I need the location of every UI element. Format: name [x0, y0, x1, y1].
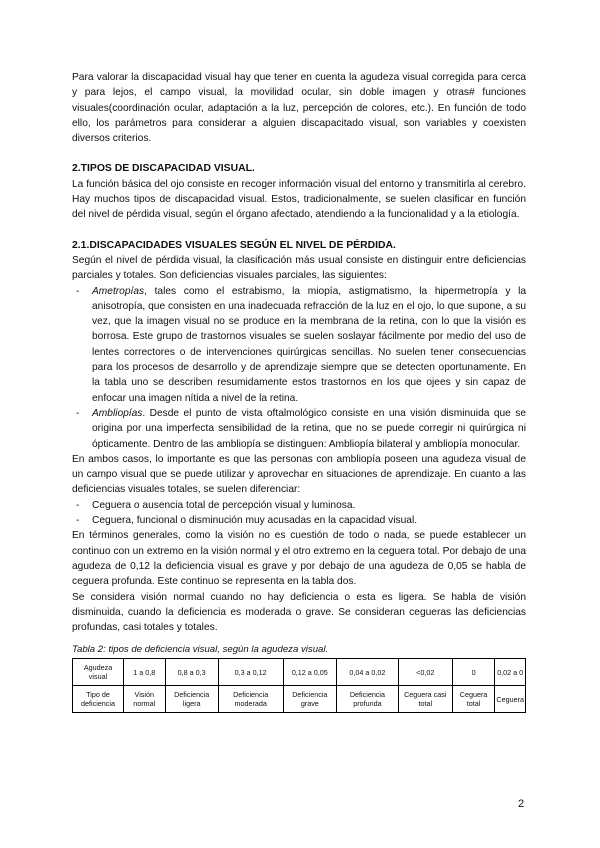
- table-caption: Tabla 2: tipos de deficiencia visual, según la agudeza visual.: [72, 644, 329, 656]
- table-cell: Deficiencia profunda: [337, 686, 399, 713]
- list-item-ametropias: [72, 284, 526, 406]
- table-cell: Deficiencia grave: [283, 686, 337, 713]
- table-cell: 0,02 a 0: [495, 659, 526, 686]
- section-2-paragraph: La función básica del ojo consiste en recoger información visual del entorno y transmitirla al cerebro. Hay muchos tipos de discapacidad visual. Estos, tradicionalmente, se suelen clasificar en función del nivel de pérdida visual, según el órgano afectado, atendiendo a la funcionalidad y a la etiología.: [72, 178, 526, 221]
- total-deficiencies-list: [72, 498, 526, 529]
- table-cell: Ceguera total: [452, 686, 495, 713]
- terminos-paragraph: En términos generales, como la visión no es cuestión de todo o nada, se puede establecer un continuo con un extremo en la visión normal y el otro extremo en la ceguera total. Por debajo de una agudeza de 0,12 la deficiencia visual es grave y por debajo de una agudeza de 0,05 se habla de ceguera profunda. Este continuo se representa en la tabla dos.: [72, 530, 526, 588]
- normal-vision-paragraph: Se considera visión normal cuando no hay deficiencia o esta es ligera. Se habla de visión disminuida, cuando la deficiencia es moderada o grave. Se consideran cegueras las deficiencias profundas, casi totales y totales.: [72, 591, 526, 634]
- table-cell: 0,3 a 0,12: [218, 659, 283, 686]
- table-cell: Tipo de deficiencia: [73, 686, 124, 713]
- table-cell: Agudeza visual: [73, 659, 124, 686]
- table-cell: 0: [452, 659, 495, 686]
- term-ambliopias: Ambliopías: [92, 407, 143, 419]
- table-cell: Deficiencia moderada: [218, 686, 283, 713]
- table-cell: <0,02: [398, 659, 452, 686]
- page-number: 2: [518, 798, 525, 810]
- term-ametropias: Ametropías: [92, 285, 145, 297]
- table-cell: Visión normal: [124, 686, 166, 713]
- spacer: [72, 146, 526, 161]
- table-cell: 0,04 a 0,02: [337, 659, 399, 686]
- table-row-acuity: [73, 659, 526, 686]
- ambliopias-description: . Desde el punto de vista oftalmológico consiste en una visión disminuida que se origina por una imperfecta sensibilidad de la retina, que no se puede corregir ni quirúrgica ni ópticamente. Dentro de las ambliopía se distinguen: Ambliopía bilateral y ambliopía monocular.: [92, 407, 526, 450]
- list-item-ambliopias: [72, 406, 526, 452]
- ametropias-description: , tales como el estrabismo, la miopía, astigmatismo, la hipermetropía y la anisotropía, que consisten en una inadecuada refracción de la luz en el ojo, lo que supone, a su vez, que la imagen visual no se produce en la membrana de la retina, con lo que la visión es borrosa. Este grupo de trastornos visuales se suelen soslayar fácilmente por medio del uso de lentes correctores o de intervenciones quirúrgicas sencillas. No suelen tener consecuencias para los procesos de desarrollo y de aprendizaje siempre que se detecten oportunamente. En la tabla uno se describen resumidamente estos trastornos en los que ojees y sin capaz de enfocar una imagen nítida a nivel de la retina.: [92, 285, 526, 404]
- table-cell: 0,8 a 0,3: [165, 659, 218, 686]
- spacer: [72, 223, 526, 238]
- visual-deficiency-table: [72, 658, 526, 713]
- table-cell: 1 a 0,8: [124, 659, 166, 686]
- table-cell: 0,12 a 0,05: [283, 659, 337, 686]
- partial-deficiencies-list: [72, 284, 526, 452]
- list-item: - Ceguera, funcional o disminución muy acusadas en la capacidad visual.: [72, 513, 526, 528]
- ambos-paragraph: En ambos casos, lo importante es que las personas con ambliopía poseen una agudeza visual de un campo visual que se puede utilizar y aprovechar en situaciones de aprendizaje. En cuanto a las deficiencias visuales totales, se suelen diferenciar:: [72, 453, 526, 496]
- document-body: [72, 70, 526, 713]
- table-row-type: [73, 686, 526, 713]
- section-2-1-paragraph: Según el nivel de pérdida visual, la clasificación más usual consiste en distinguir entre deficiencias parciales y totales. Son deficiencias visuales parciales, las siguientes:: [72, 254, 526, 282]
- table-cell: Ceguera casi total: [398, 686, 452, 713]
- section-2-heading: 2.TIPOS DE DISCAPACIDAD VISUAL.: [72, 163, 255, 175]
- section-2-1-heading: 2.1.DISCAPACIDADES VISUALES SEGÚN EL NIVEL DE PÉRDIDA.: [72, 239, 396, 251]
- table-cell: Ceguera: [495, 686, 526, 713]
- intro-paragraph: Para valorar la discapacidad visual hay que tener en cuenta la agudeza visual corregida para cerca y para lejos, el campo visual, la movilidad ocular, sin doble imagen y otras# funciones visuales(coordinación ocular, adaptación a la luz, percepción de colores, etc.). En función de todo ello, los parámetros para considerar a alguien discapacitado visual, son variables y coexisten diversos criterios.: [72, 72, 526, 145]
- table-cell: Deficiencia ligera: [165, 686, 218, 713]
- list-item: - Ceguera o ausencia total de percepción visual y luminosa.: [72, 498, 526, 513]
